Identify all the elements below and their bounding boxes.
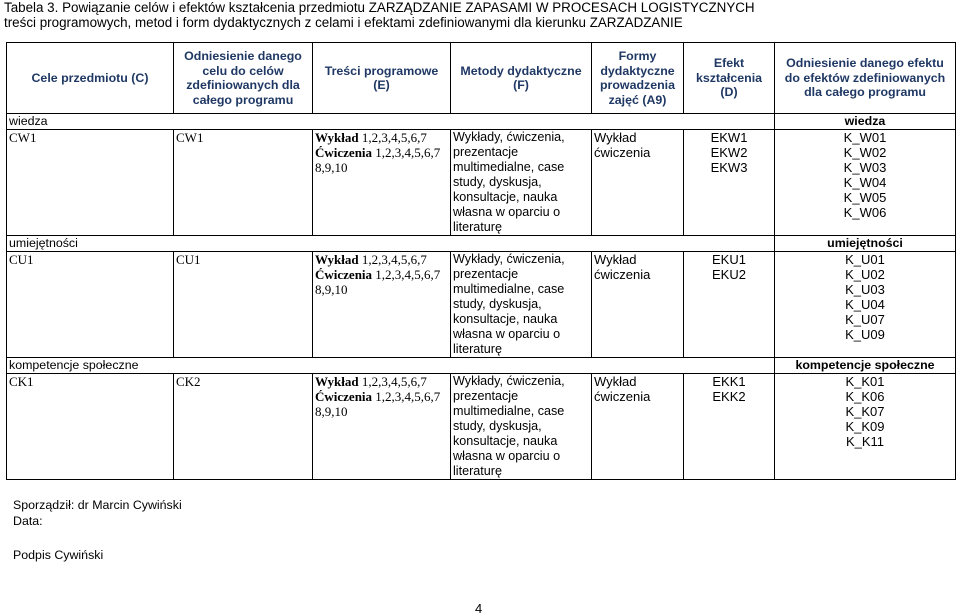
- section-label-right: kompetencje społeczne: [775, 358, 956, 374]
- section-row: [7, 114, 956, 130]
- formy-line: Wykład: [594, 130, 637, 145]
- metody-line: multimedialne, case: [453, 404, 565, 418]
- metody-line: literaturę: [453, 220, 502, 234]
- program-effect-code: K_W05: [843, 190, 887, 205]
- efekt-code: EKU1: [712, 252, 746, 267]
- program-effect-code: K_U07: [845, 312, 885, 327]
- formy-cell: [592, 374, 684, 480]
- metody-cell: [451, 130, 592, 236]
- formy-line: Wykład: [594, 252, 637, 267]
- tresci-numbers: 1,2,3,4,5,6,7: [361, 252, 427, 267]
- program-effect-code: K_U01: [845, 252, 885, 267]
- metody-line: multimedialne, case: [453, 282, 565, 296]
- caption-line-1: Tabela 3. Powiązanie celów i efektów kształcenia przedmiotu ZARZĄDZANIE ZAPASAMI W PROCESACH LOGISTYCZNYCH: [4, 0, 755, 15]
- tresci-label: Ćwiczenia: [315, 267, 373, 282]
- program-effect-code: K_W01: [843, 130, 887, 145]
- program-effect-code: K_K06: [845, 389, 885, 404]
- section-label: kompetencje społeczne: [7, 358, 775, 374]
- tresci-label: Wykład: [315, 374, 359, 389]
- tresci-cell: [313, 130, 451, 236]
- program-effect-code: K_U02: [845, 267, 885, 282]
- metody-line: prezentacje: [453, 389, 519, 403]
- tresci-line: [315, 145, 448, 160]
- tresci-numbers: 1,2,3,4,5,6,7: [361, 130, 427, 145]
- tresci-line: [315, 389, 448, 404]
- formy-line: ćwiczenia: [594, 389, 651, 404]
- efekt-cell: [684, 130, 775, 236]
- section-label-right: wiedza: [775, 114, 956, 130]
- section-label-right: umiejętności: [775, 236, 956, 252]
- header-metody: Metody dydaktyczne (F): [451, 43, 592, 114]
- section-label: umiejętności: [7, 236, 775, 252]
- program-effect-code: K_U03: [845, 282, 885, 297]
- footer: [13, 497, 182, 563]
- program-effect-code: K_W02: [843, 145, 887, 160]
- cel-cell: CW1: [7, 130, 174, 236]
- tresci-line: [315, 130, 448, 145]
- efekt-code: EKK2: [712, 389, 746, 404]
- header-tresci: Treści programowe (E): [313, 43, 451, 114]
- tresci-line: [315, 374, 448, 389]
- table-row: [7, 252, 956, 358]
- odniesienie-efektu-cell: [775, 130, 956, 236]
- metody-cell: [451, 252, 592, 358]
- formy-cell: [592, 130, 684, 236]
- efekt-code: EKW1: [710, 130, 748, 145]
- efekt-code: EKU2: [712, 267, 746, 282]
- table-row: [7, 130, 956, 236]
- efekt-code: EKW3: [710, 160, 748, 175]
- metody-line: prezentacje: [453, 145, 519, 159]
- program-effect-code: K_U09: [845, 327, 885, 342]
- program-effect-code: K_U04: [845, 297, 885, 312]
- metody-line: konsultacje, nauka: [453, 434, 558, 448]
- program-effect-code: K_K07: [845, 404, 885, 419]
- program-effect-code: K_W03: [843, 160, 887, 175]
- cel-cell: CK1: [7, 374, 174, 480]
- metody-cell: [451, 374, 592, 480]
- tresci-label: Ćwiczenia: [315, 145, 373, 160]
- program-effect-code: K_W06: [843, 205, 887, 220]
- formy-line: ćwiczenia: [594, 267, 651, 282]
- metody-line: prezentacje: [453, 267, 519, 281]
- header-row: [7, 43, 956, 114]
- odniesienie-cell: CU1: [174, 252, 313, 358]
- caption-line-2: treści programowych, metod i form dydaktycznych z celami i efektami zdefiniowanymi dla kierunku ZARZADZANIE: [4, 15, 683, 30]
- program-effect-code: K_K11: [845, 434, 885, 449]
- metody-line: multimedialne, case: [453, 160, 565, 174]
- section-row: [7, 358, 956, 374]
- header-odniesienie: Odniesienie danego celu do celów zdefiniowanych dla całego programu: [174, 43, 313, 114]
- section-label: wiedza: [7, 114, 775, 130]
- tresci-label: Ćwiczenia: [315, 389, 373, 404]
- program-effect-code: K_K09: [845, 419, 885, 434]
- tresci-numbers: 1,2,3,4,5,6,7: [375, 145, 441, 160]
- metody-line: study, dyskusja,: [453, 419, 542, 433]
- tresci-numbers: 8,9,10: [315, 404, 348, 419]
- section-row: [7, 236, 956, 252]
- signature: Podpis Cywiński: [13, 548, 104, 562]
- table-caption: [4, 0, 954, 30]
- tresci-line: [315, 252, 448, 267]
- tresci-label: Wykład: [315, 130, 359, 145]
- metody-line: Wykłady, ćwiczenia,: [453, 374, 565, 388]
- header-efekt: Efekt kształcenia (D): [684, 43, 775, 114]
- table-row: [7, 374, 956, 480]
- tresci-numbers: 1,2,3,4,5,6,7: [375, 267, 441, 282]
- odniesienie-cell: CK2: [174, 374, 313, 480]
- cel-cell: CU1: [7, 252, 174, 358]
- formy-line: Wykład: [594, 374, 637, 389]
- odniesienie-efektu-cell: [775, 374, 956, 480]
- metody-line: własna w oparciu o: [453, 327, 561, 341]
- header-odniesienie-efektu: Odniesienie danego efektu do efektów zdefiniowanych dla całego programu: [775, 43, 956, 114]
- metody-line: konsultacje, nauka: [453, 190, 558, 204]
- tresci-numbers: 1,2,3,4,5,6,7: [375, 389, 441, 404]
- efekt-cell: [684, 252, 775, 358]
- odniesienie-cell: CW1: [174, 130, 313, 236]
- date-label: Data:: [13, 514, 43, 528]
- tresci-numbers: 8,9,10: [315, 160, 348, 175]
- metody-line: study, dyskusja,: [453, 175, 542, 189]
- table-body: [7, 114, 956, 480]
- program-effect-code: K_W04: [843, 175, 887, 190]
- metody-line: konsultacje, nauka: [453, 312, 558, 326]
- prepared-by: Sporządził: dr Marcin Cywiński: [13, 498, 182, 512]
- page-number: 4: [475, 601, 483, 616]
- odniesienie-efektu-cell: [775, 252, 956, 358]
- tresci-cell: [313, 252, 451, 358]
- efekt-cell: [684, 374, 775, 480]
- metody-line: własna w oparciu o: [453, 449, 561, 463]
- header-formy: Formy dydaktyczne prowadzenia zajęć (A9): [592, 43, 684, 114]
- tresci-cell: [313, 374, 451, 480]
- tresci-line: [315, 267, 448, 282]
- goals-effects-table: [6, 42, 956, 480]
- efekt-code: EKW2: [710, 145, 748, 160]
- metody-line: literaturę: [453, 342, 502, 356]
- metody-line: własna w oparciu o: [453, 205, 561, 219]
- efekt-code: EKK1: [712, 374, 746, 389]
- metody-line: literaturę: [453, 464, 502, 478]
- tresci-label: Wykład: [315, 252, 359, 267]
- tresci-numbers: 1,2,3,4,5,6,7: [361, 374, 427, 389]
- header-cele: Cele przedmiotu (C): [7, 43, 174, 114]
- formy-cell: [592, 252, 684, 358]
- formy-line: ćwiczenia: [594, 145, 651, 160]
- program-effect-code: K_K01: [845, 374, 885, 389]
- metody-line: study, dyskusja,: [453, 297, 542, 311]
- tresci-numbers: 8,9,10: [315, 282, 348, 297]
- metody-line: Wykłady, ćwiczenia,: [453, 252, 565, 266]
- metody-line: Wykłady, ćwiczenia,: [453, 130, 565, 144]
